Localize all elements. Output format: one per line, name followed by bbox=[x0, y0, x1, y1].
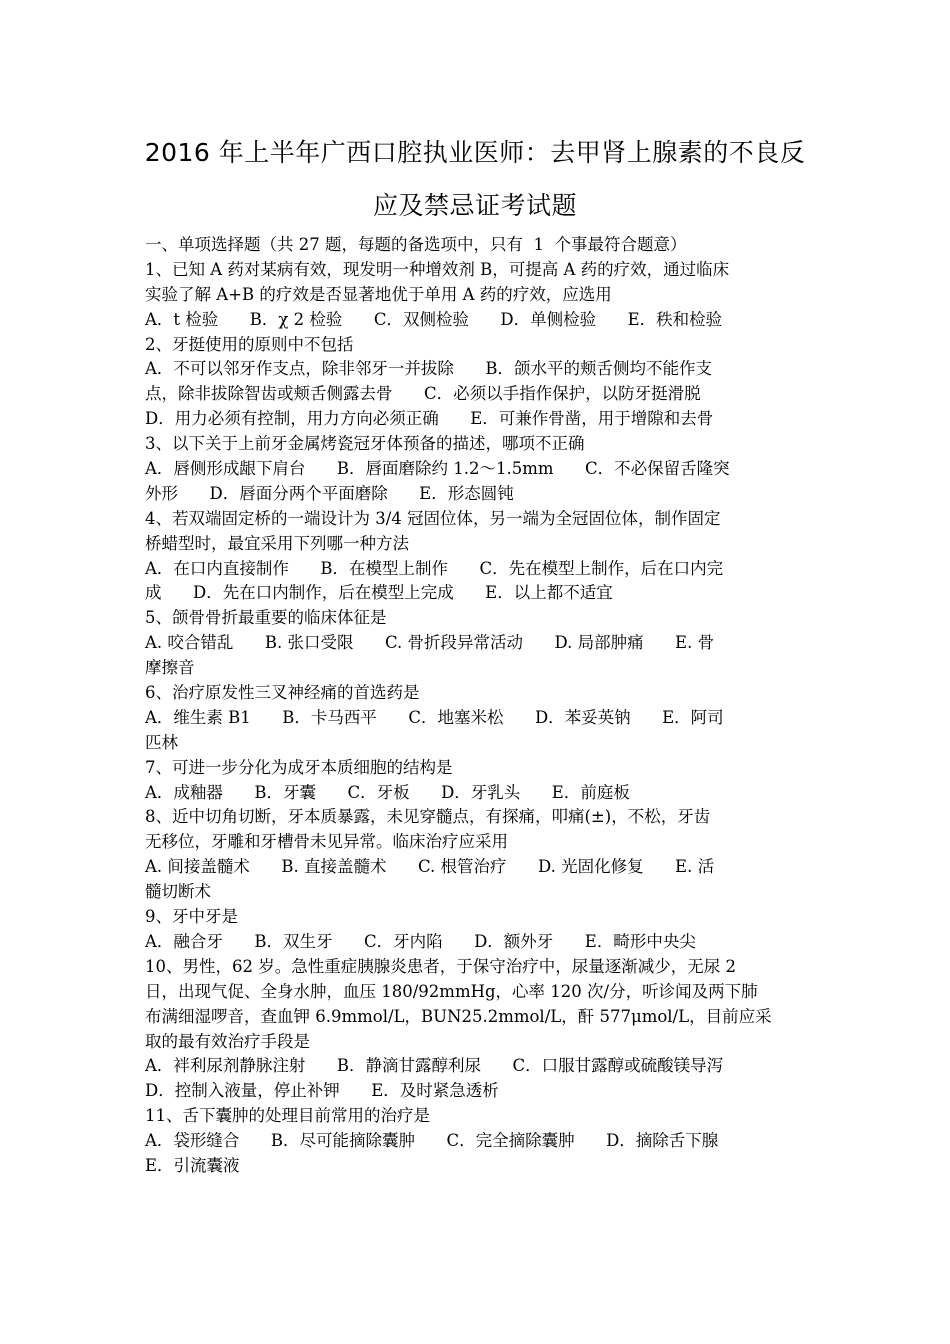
answer-options: 外形 D．唇面分两个平面磨除 E．形态圆钝 bbox=[145, 483, 514, 503]
answer-options: 摩擦音 bbox=[145, 658, 195, 678]
question-text: 2、牙挺使用的原则中不包括 bbox=[145, 334, 354, 354]
answer-options: 点，除非拔除智齿或颊舌侧露去骨 C．必须以手指作保护，以防牙挺滑脱 bbox=[145, 384, 701, 404]
question-text: 桥蜡型时，最宜采用下列哪一种方法 bbox=[145, 533, 409, 553]
answer-options: 成 D．先在口内制作，后在模型上完成 E．以上都不适宜 bbox=[145, 583, 613, 603]
answer-options: A．袢利尿剂静脉注射 B．静滴甘露醇利尿 C．口服甘露醇或硫酸镁导泻 bbox=[145, 1056, 724, 1076]
question-text: 10、男性，62 岁。急性重症胰腺炎患者，于保守治疗中，尿量逐渐减少，无尿 2 bbox=[145, 956, 736, 976]
answer-options: D．控制入液量，停止补钾 E．及时紧急透析 bbox=[145, 1081, 499, 1101]
question-text: 8、近中切角切断，牙本质暴露，未见穿髓点，有探痛，叩痛(±)，不松，牙齿 bbox=[145, 807, 711, 827]
question-text: 5、颌骨骨折最重要的临床体征是 bbox=[145, 608, 387, 628]
answer-options: A．维生素 B1 B．卡马西平 C．地塞米松 D．苯妥英钠 E．阿司 bbox=[145, 707, 724, 727]
question-text: 实验了解 A+B 的疗效是否显著地优于单用 A 药的疗效，应选用 bbox=[145, 284, 612, 304]
question-text: 11、舌下囊肿的处理目前常用的治疗是 bbox=[145, 1106, 430, 1126]
question-text: 日，出现气促、全身水肿，血压 180/92mmHg，心率 120 次/分，听诊闻及两下肺 bbox=[145, 981, 758, 1001]
question-text: 4、若双端固定桥的一端设计为 3/4 冠固位体，另一端为全冠固位体，制作固定 bbox=[145, 508, 721, 528]
question-body bbox=[145, 233, 815, 1179]
question-text: 6、治疗原发性三叉神经痛的首选药是 bbox=[145, 683, 420, 703]
question-text: 7、可进一步分化为成牙本质细胞的结构是 bbox=[145, 757, 453, 777]
answer-options: A．唇侧形成龈下肩台 B．唇面磨除约 1.2～1.5mm C．不必保留舌隆突 bbox=[145, 459, 730, 479]
answer-options: A. 间接盖髓术 B. 直接盖髓术 C. 根管治疗 D. 光固化修复 E. 活 bbox=[145, 857, 715, 877]
answer-options: A．在口内直接制作 B．在模型上制作 C．先在模型上制作，后在口内完 bbox=[145, 558, 724, 578]
question-text: 布满细湿啰音，查血钾 6.9mmol/L，BUN25.2mmol/L，酐 577μmol/L，目前应采 bbox=[145, 1006, 772, 1026]
question-text: 1、已知 A 药对某病有效，现发明一种增效剂 B，可提高 A 药的疗效，通过临床 bbox=[145, 259, 730, 279]
answer-options: A．融合牙 B．双生牙 C．牙内陷 D．额外牙 E．畸形中央尖 bbox=[145, 931, 696, 951]
answer-options: E．引流囊液 bbox=[145, 1155, 240, 1175]
answer-options: A. 咬合错乱 B. 张口受限 C. 骨折段异常活动 D. 局部肿痛 E. 骨 bbox=[145, 633, 715, 653]
question-text: 取的最有效治疗手段是 bbox=[145, 1031, 310, 1051]
question-text: 9、牙中牙是 bbox=[145, 907, 238, 927]
question-text: 无移位，牙雕和牙槽骨未见异常。临床治疗应采用 bbox=[145, 832, 508, 852]
answer-options: 髓切断术 bbox=[145, 882, 211, 902]
document-title-line-1: 2016 年上半年广西口腔执业医师：去甲肾上腺素的不良反 bbox=[144, 138, 806, 167]
section-heading: 一、单项选择题（共 27 题，每题的备选项中，只有 1 个事最符合题意） bbox=[145, 235, 687, 254]
document-title-line-2: 应及禁忌证考试题 bbox=[372, 191, 577, 220]
answer-options: 匹林 bbox=[145, 732, 178, 752]
answer-options: D．用力必须有控制，用力方向必须正确 E．可兼作骨凿，用于增隙和去骨 bbox=[145, 409, 714, 429]
answer-options: A．成釉器 B．牙囊 C．牙板 D．牙乳头 E．前庭板 bbox=[145, 782, 630, 802]
answer-options: A．袋形缝合 B．尽可能摘除囊肿 C．完全摘除囊肿 D．摘除舌下腺 bbox=[145, 1131, 719, 1151]
answer-options: A．t 检验 B．χ 2 检验 C．双侧检验 D．单侧检验 E．秩和检验 bbox=[145, 309, 723, 329]
answer-options: A．不可以邻牙作支点，除非邻牙一并拔除 B．颌水平的颊舌侧均不能作支 bbox=[145, 359, 713, 379]
question-text: 3、以下关于上前牙金属烤瓷冠牙体预备的描述，哪项不正确 bbox=[145, 434, 585, 454]
